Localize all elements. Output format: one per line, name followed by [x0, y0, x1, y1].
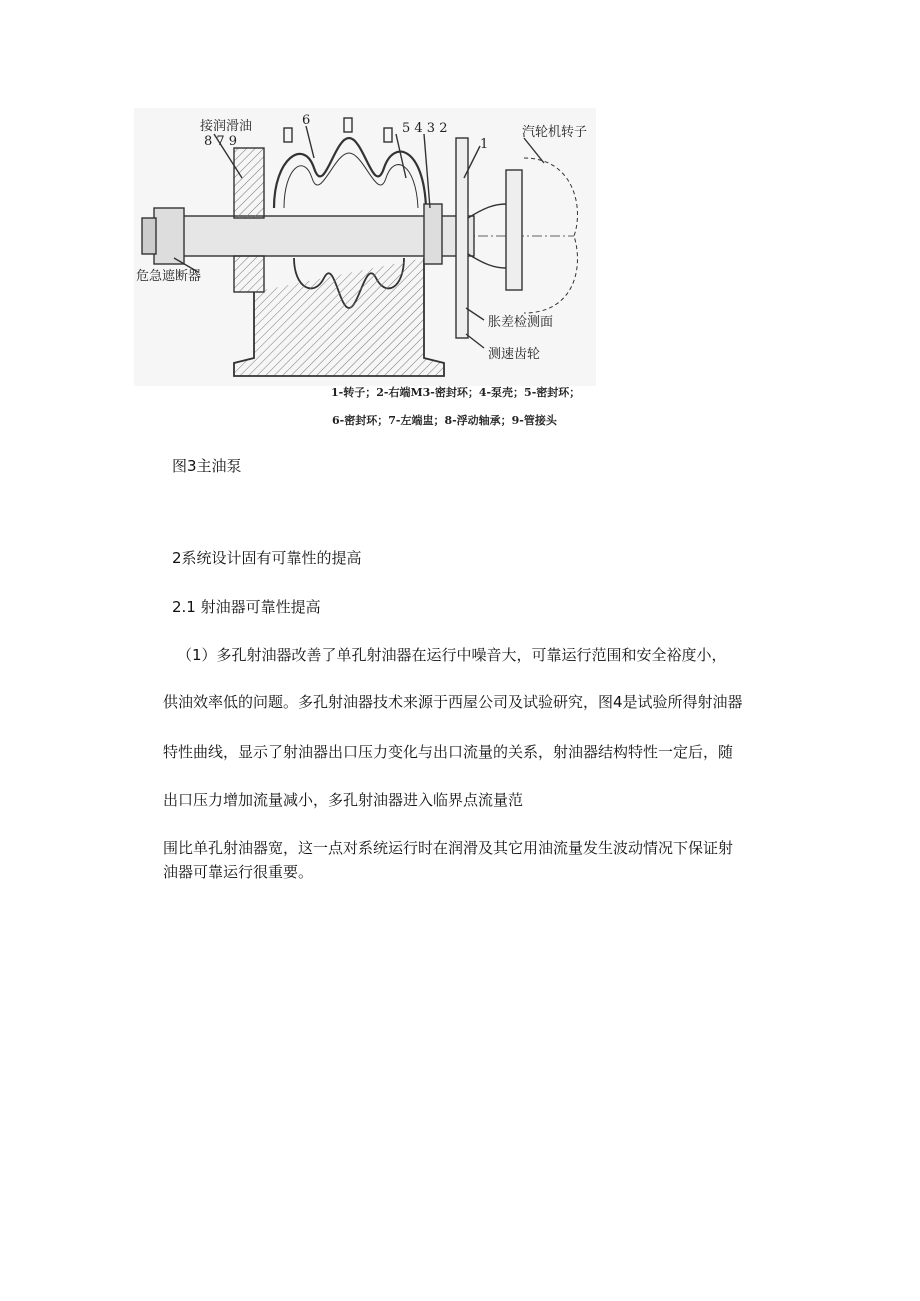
label-speed-gear: 测速齿轮	[488, 347, 541, 362]
pump-drawing	[134, 108, 596, 386]
label-emergency-trip: 危急遮断器	[136, 269, 202, 284]
label-num-6: 6	[302, 113, 311, 128]
pump-figure	[134, 108, 596, 386]
paragraph-line: 特性曲线，显示了射油器出口压力变化与出口流量的关系，射油器结构特性一定后，随	[163, 743, 734, 761]
section-heading-2-1: 2.1 射油器可靠性提高	[172, 598, 321, 616]
figure-legend-line-1: 1-转子；2-右端M3-密封环；4-泵壳；5-密封环；	[331, 386, 581, 399]
paragraph-line: 油器可靠运行很重要。	[163, 863, 314, 881]
figure-legend-line-2: 6-密封环；7-左端盅；8-浮动轴承；9-管接头	[332, 414, 557, 427]
label-num-1: 1	[480, 137, 489, 152]
paragraph-line: 供油效率低的问题。多孔射油器技术来源于西屋公司及试验研究，图4是试验所得射油器	[163, 693, 743, 711]
label-turbine-rotor: 汽轮机转子	[522, 125, 588, 140]
paragraph-line: 围比单孔射油器宽，这一点对系统运行时在润滑及其它用油流量发生波动情况下保证射	[163, 839, 734, 857]
label-diff-expansion: 胀差检测面	[488, 315, 554, 330]
label-numbers-left: 8 7 9	[204, 134, 238, 149]
paragraph-line: 出口压力增加流量减小，多孔射油器进入临界点流量范	[163, 791, 524, 809]
section-heading-2: 2系统设计固有可靠性的提高	[172, 549, 362, 567]
label-lube-oil-inlet: 接润滑油	[200, 119, 253, 134]
figure-caption: 图3主油泵	[172, 457, 242, 475]
label-numbers-right: 5 4 3 2	[402, 121, 448, 136]
paragraph-line: （1）多孔射油器改善了单孔射油器在运行中噪音大，可靠运行范围和安全裕度小，	[177, 646, 727, 664]
